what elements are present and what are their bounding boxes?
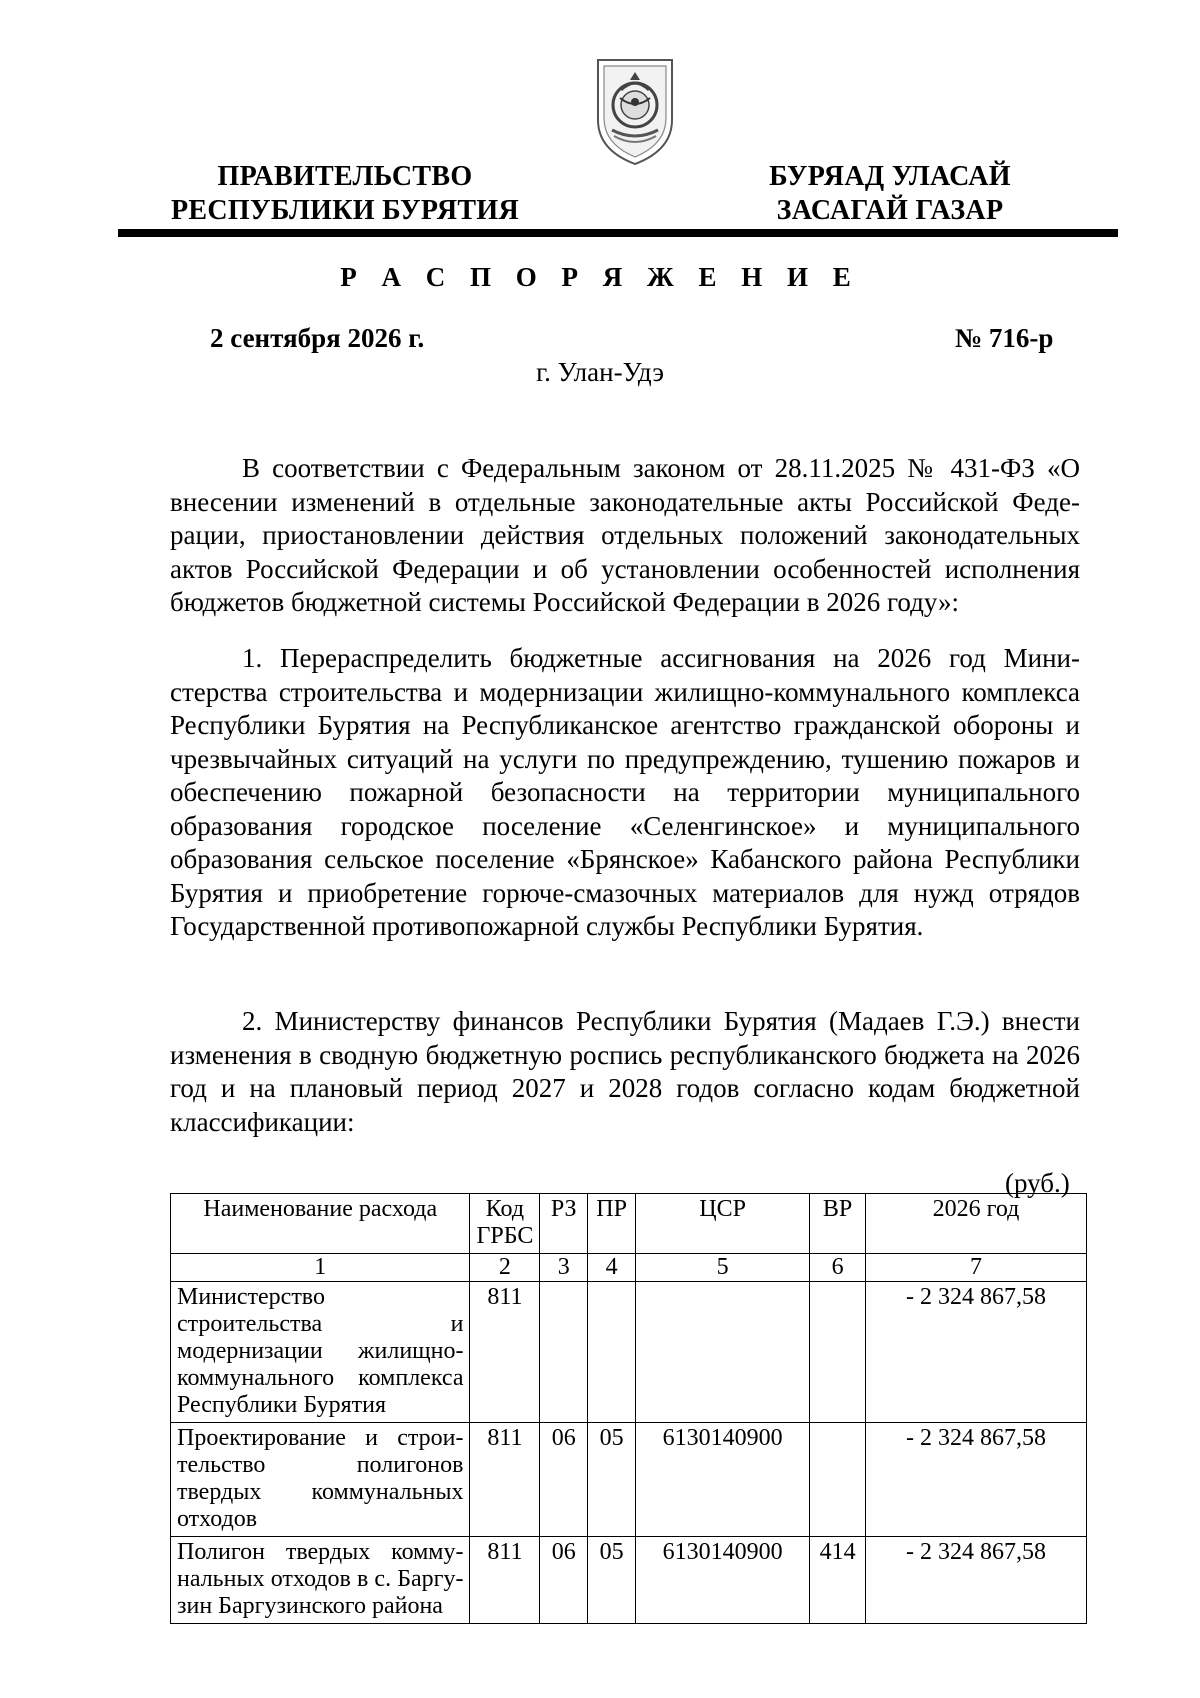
issuer-buryat-line-2: ЗАСАГАЙ ГАЗАР	[776, 195, 1004, 226]
currency-units: (руб.)	[1005, 1168, 1070, 1198]
pr-code: 05	[588, 1537, 636, 1624]
grbs-code: 811	[470, 1537, 540, 1624]
rz-code: 06	[540, 1537, 588, 1624]
budget-table	[170, 1193, 1087, 1624]
csr-code	[636, 1282, 810, 1423]
column-number: 7	[865, 1254, 1086, 1282]
grbs-code: 811	[470, 1282, 540, 1423]
column-number: 6	[810, 1254, 866, 1282]
header-vr: ВР	[810, 1194, 866, 1254]
rz-code: 06	[540, 1423, 588, 1537]
header-year: 2026 год	[865, 1194, 1086, 1254]
issuer-buryat-line-1: БУРЯАД УЛАСАЙ	[769, 161, 1011, 192]
grbs-code: 811	[470, 1423, 540, 1537]
vr-code	[810, 1282, 866, 1423]
intro-paragraph: В соответствии с Федеральным законом от 28.11.2025 № 431-ФЗ «О внесении изменений в отдельные законодательные акты Российской Федерации, приостановлении действия отдельных положений законодательных актов Российской Федерации и об установлении особенностей исполнения бюджетов бюджетной системы Российской Федерации в 2026 году»:	[170, 453, 1080, 617]
issuer-line-2: РЕСПУБЛИКИ БУРЯТИЯ	[171, 195, 519, 226]
table-row	[171, 1282, 1087, 1423]
vr-code	[810, 1423, 866, 1537]
expense-name: Проектирование и строительство полигонов твердых коммунальных отходов	[171, 1423, 470, 1537]
pr-code	[588, 1282, 636, 1423]
document-date: 2 сентября 2026 г.	[210, 323, 425, 353]
column-number: 1	[171, 1254, 470, 1282]
table-header-row	[171, 1194, 1087, 1254]
column-number: 3	[540, 1254, 588, 1282]
coat-of-arms-icon	[590, 50, 680, 168]
header-grbs: Код ГРБС	[470, 1194, 540, 1254]
vr-code: 414	[810, 1537, 866, 1624]
amount-2026: - 2 324 867,58	[865, 1282, 1086, 1423]
column-number: 5	[636, 1254, 810, 1282]
amount-2026: - 2 324 867,58	[865, 1423, 1086, 1537]
header-divider	[118, 229, 1118, 237]
table-row	[171, 1537, 1087, 1624]
header-csr: ЦСР	[636, 1194, 810, 1254]
table-row	[171, 1423, 1087, 1537]
issuer-name-russian	[165, 160, 525, 228]
header-pr: ПР	[588, 1194, 636, 1254]
column-number-row	[171, 1254, 1087, 1282]
amount-2026: - 2 324 867,58	[865, 1537, 1086, 1624]
expense-name: Полигон твердых коммунальных отходов в с. Баргузин Баргузинского района	[171, 1537, 470, 1624]
rz-code	[540, 1282, 588, 1423]
column-number: 2	[470, 1254, 540, 1282]
expense-name: Министерство строительства и модернизации жилищно-коммунального комплекса Республики Бурятия	[171, 1282, 470, 1423]
item-2-paragraph: 2. Министерству финансов Республики Бурятия (Мадаев Г.Э.) внести изменения в сводную бюджетную роспись республиканского бюджета на 2026 год и на плановый период 2027 и 2028 годов согласно кодам бюджетной классификации:	[170, 1006, 1080, 1137]
header-name: Наименование расхода	[171, 1194, 470, 1254]
item-1-paragraph: 1. Перераспределить бюджетные ассигнования на 2026 год Министерства строительства и модернизации жилищно-коммунального комплекса Республики Бурятия на Республиканское агентство гражданской обороны и чрезвычайных ситуаций на услуги по предупреждению, тушению пожаров и обеспечению пожарной безопасности на территории муниципального образования городское поселение «Селенгинское» и муниципального образования сельское поселение «Брянское» Кабанского района Республики Бурятия и приобретение горюче-смазочных материалов для нужд отрядов Государственной противопожарной службы Республики Бурятия.	[170, 643, 1080, 941]
pr-code: 05	[588, 1423, 636, 1537]
column-number: 4	[588, 1254, 636, 1282]
csr-code: 6130140900	[636, 1537, 810, 1624]
document-number: № 716-р	[955, 323, 1054, 353]
csr-code: 6130140900	[636, 1423, 810, 1537]
document-city: г. Улан-Удэ	[536, 357, 664, 387]
issuer-line-1: ПРАВИТЕЛЬСТВО	[217, 161, 473, 192]
header-rz: РЗ	[540, 1194, 588, 1254]
document-type: Р А С П О Р Я Ж Е Н И Е	[340, 262, 860, 292]
issuer-name-buryat	[760, 160, 1020, 228]
